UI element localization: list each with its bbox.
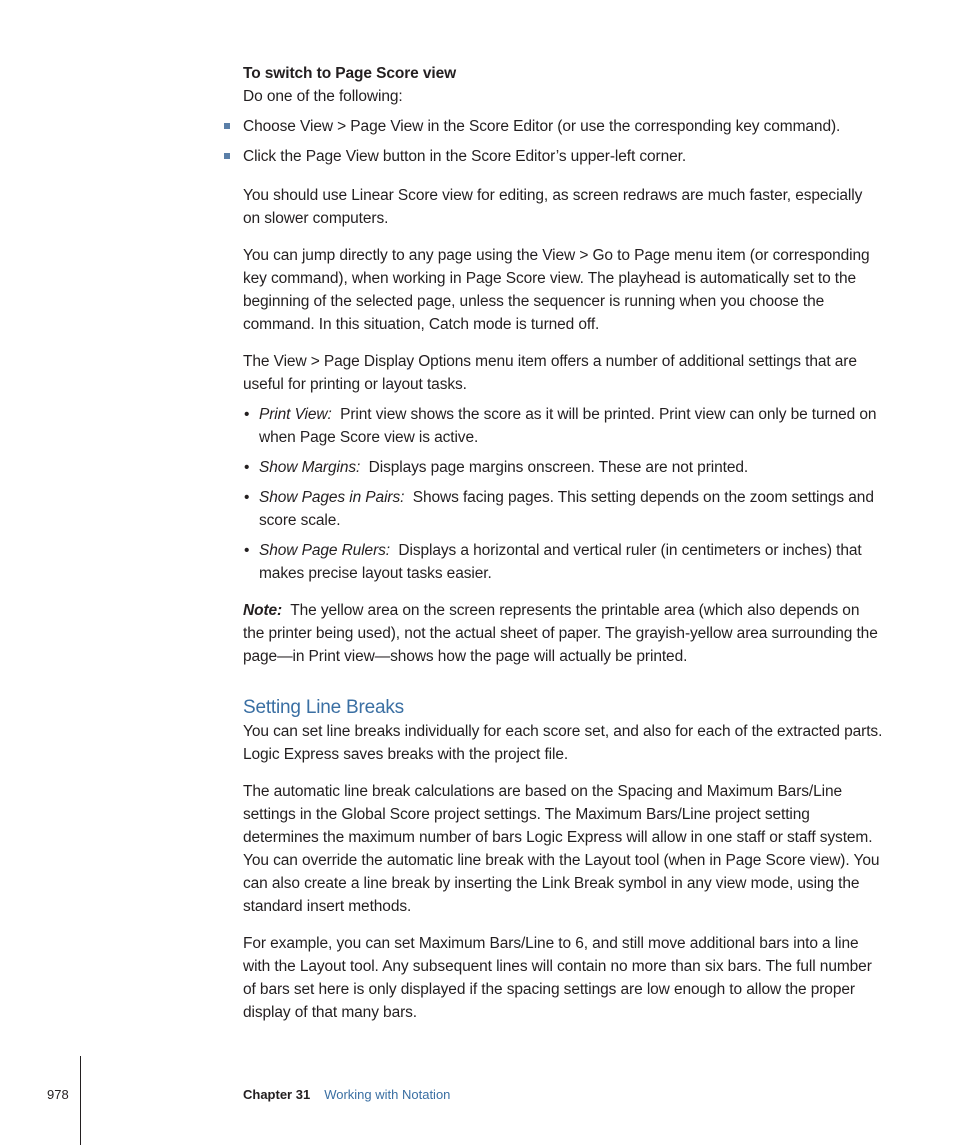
note-text: The yellow area on the screen represents the printable area (which also depends on the printer being used), not the actual sheet of paper. The grayish-yellow area surrounding the page—in Print view—shows how the page will actually be printed. xyxy=(243,602,878,665)
option-term: Show Page Rulers: xyxy=(259,542,390,559)
option-term: Print View: xyxy=(259,406,332,423)
list-item xyxy=(243,486,883,532)
list-item xyxy=(243,539,883,585)
procedure-intro: Do one of the following: xyxy=(243,88,403,105)
options-list xyxy=(243,403,883,585)
dot-bullet-icon: • xyxy=(244,489,250,506)
dot-bullet-icon: • xyxy=(244,406,250,423)
procedure-steps xyxy=(243,115,883,168)
page-content xyxy=(243,62,883,1024)
footer-chapter xyxy=(243,1086,450,1104)
option-term: Show Pages in Pairs: xyxy=(259,489,405,506)
page-number: 978 xyxy=(47,1087,69,1102)
paragraph: You can set line breaks individually for each score set, and also for each of the extracted parts. Logic Express saves breaks with the project file. xyxy=(243,723,883,763)
paragraph: The View > Page Display Options menu item offers a number of additional settings that are useful for printing or layout tasks. xyxy=(243,353,857,393)
list-item xyxy=(243,115,883,138)
square-bullet-icon xyxy=(224,153,230,159)
dot-bullet-icon: • xyxy=(244,542,250,559)
list-item xyxy=(243,456,883,479)
procedure-title: To switch to Page Score view xyxy=(243,65,457,82)
step-text: Choose View > Page View in the Score Editor (or use the corresponding key command). xyxy=(243,118,841,135)
option-term: Show Margins: xyxy=(259,459,361,476)
chapter-label: Chapter 31 xyxy=(243,1087,311,1102)
paragraph: You should use Linear Score view for editing, as screen redraws are much faster, especially on slower computers. xyxy=(243,187,863,227)
paragraph: The automatic line break calculations are based on the Spacing and Maximum Bars/Line settings in the Global Score project settings. The Maximum Bars/Line project setting determines the maximum number of bars Logic Express will allow in one staff or staff system. You can override the automatic line break with the Layout tool (when in Page Score view). You can also create a line break by inserting the Link Break symbol in any view mode, using the standard insert methods. xyxy=(243,783,880,915)
step-text: Click the Page View button in the Score Editor’s upper-left corner. xyxy=(243,148,687,165)
dot-bullet-icon: • xyxy=(244,459,250,476)
list-item xyxy=(243,403,883,449)
option-description: Shows facing pages. This setting depends on the zoom settings and score scale. xyxy=(259,489,874,529)
list-item xyxy=(243,145,883,168)
chapter-title-link[interactable]: Working with Notation xyxy=(324,1087,451,1102)
section-heading: Setting Line Breaks xyxy=(243,697,404,718)
option-description: Displays page margins onscreen. These are not printed. xyxy=(368,459,749,476)
option-description: Print view shows the score as it will be printed. Print view can only be turned on when Page Score view is active. xyxy=(259,406,877,446)
paragraph: You can jump directly to any page using the View > Go to Page menu item (or corresponding key command), when working in Page Score view. The playhead is automatically set to the beginning of the selected page, unless the sequencer is running when you choose the command. In this situation, Catch mode is turned off. xyxy=(243,247,870,333)
note-label: Note: xyxy=(243,602,283,619)
note xyxy=(243,599,883,668)
option-description: Displays a horizontal and vertical ruler (in centimeters or inches) that makes precise layout tasks easier. xyxy=(259,542,862,582)
footer-divider xyxy=(80,1056,81,1145)
square-bullet-icon xyxy=(224,123,230,129)
paragraph: For example, you can set Maximum Bars/Line to 6, and still move additional bars into a line with the Layout tool. Any subsequent lines will contain no more than six bars. The full number of bars set here is only displayed if the spacing settings are low enough to allow the proper display of that many bars. xyxy=(243,935,872,1021)
